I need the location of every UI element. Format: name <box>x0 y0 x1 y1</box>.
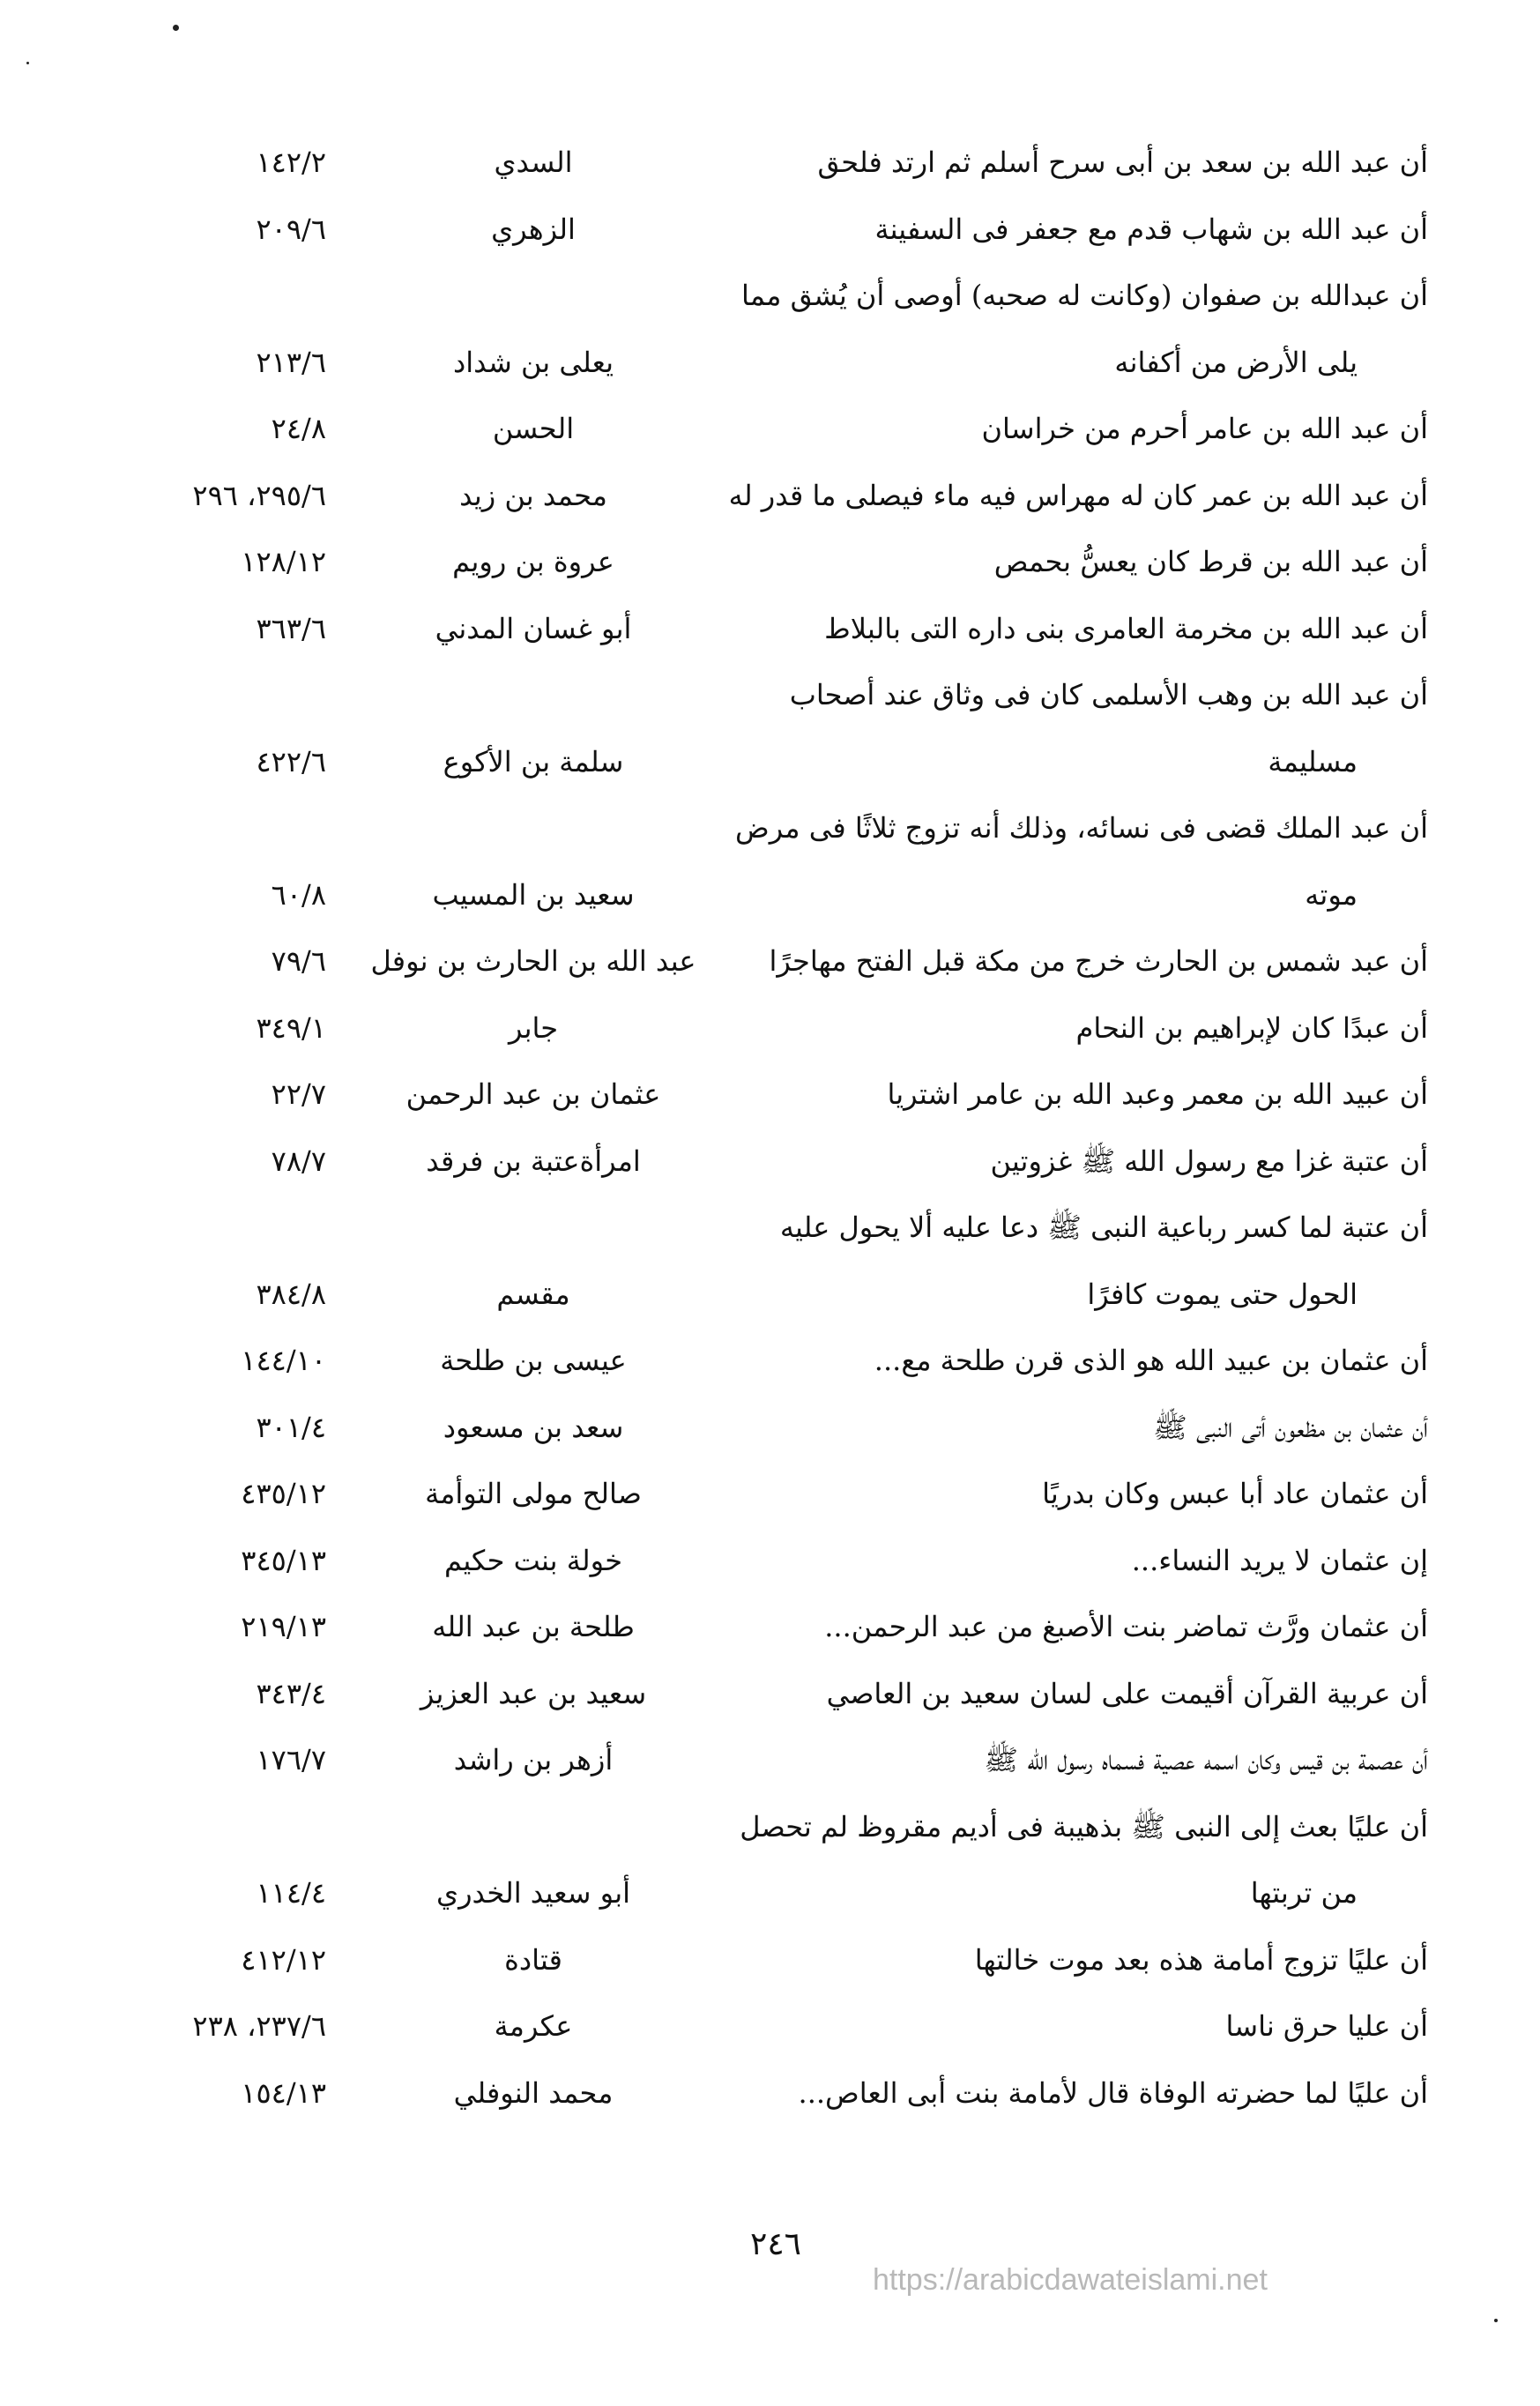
narrator-name: سعيد بن المسيب <box>432 878 635 912</box>
index-row <box>106 1142 1428 1181</box>
narrator-name: الزهري <box>491 212 576 246</box>
volume-page-ref: ٤٣٥/١٢ <box>241 1477 326 1510</box>
volume-page-ref: ١٢٨/١٢ <box>241 545 326 578</box>
narrator-name: خولة بنت حكيم <box>444 1544 622 1577</box>
index-row <box>106 742 1428 781</box>
hadith-incipit: أن عبيد الله بن معمر وعبد الله بن عامر اشتريا <box>887 1077 1428 1111</box>
hadith-incipit: أن عثمان بن مظعون أتى النبى ﷺ <box>1153 1411 1428 1444</box>
narrator-name: عثمان بن عبد الرحمن <box>405 1077 661 1111</box>
index-row <box>106 1408 1428 1447</box>
volume-page-ref: ٧٨/٧ <box>271 1144 326 1178</box>
volume-page-ref: ٢٢/٧ <box>271 1077 326 1111</box>
index-row <box>106 409 1428 448</box>
narrator-name: أزهر بن راشد <box>453 1743 614 1777</box>
volume-page-ref: ٢١٣/٦ <box>256 346 326 379</box>
hadith-incipit: من تربتها <box>1250 1876 1358 1910</box>
index-row <box>106 1740 1428 1779</box>
volume-page-ref: ٤٢٢/٦ <box>256 745 326 778</box>
index-row <box>106 2074 1428 2112</box>
volume-page-ref: ٣٤٥/١٣ <box>241 1544 326 1577</box>
volume-page-ref: ٣٦٣/٦ <box>256 612 326 645</box>
narrator-name: جابر <box>508 1011 559 1045</box>
hadith-incipit: يلى الأرض من أكفانه <box>1114 346 1358 379</box>
index-row <box>106 143 1428 182</box>
narrator-name: سلمة بن الأكوع <box>443 745 624 778</box>
narrator-name: عروة بن رويم <box>452 545 614 578</box>
narrator-name: محمد النوفلي <box>453 2076 614 2110</box>
volume-page-ref: ٦٠/٨ <box>271 878 326 912</box>
hadith-incipit: أن عتبة غزا مع رسول الله ﷺ غزوتين <box>990 1144 1428 1178</box>
narrator-name: سعيد بن عبد العزيز <box>420 1677 647 1710</box>
hadith-incipit: أن عبد الله بن شهاب قدم مع جعفر فى السفينة <box>874 212 1428 246</box>
volume-page-ref: ٣٤٩/١ <box>256 1011 326 1045</box>
volume-page-ref: ٣٠١/٤ <box>256 1411 326 1444</box>
hadith-incipit: أن عليا حرق ناسا <box>1225 2009 1428 2043</box>
hadith-incipit: أن عبد الله بن وهب الأسلمى كان فى وثاق عند أصحاب <box>789 678 1428 711</box>
narrator-name: صالح مولى التوأمة <box>425 1477 642 1510</box>
index-row <box>106 1341 1428 1380</box>
hadith-incipit: أن عثمان عاد أبا عبس وكان بدريًا <box>1042 1477 1428 1510</box>
index-row <box>106 609 1428 648</box>
hadith-incipit: أن عليًا لما حضرته الوفاة قال لأمامة بنت أبى العاص... <box>798 2076 1428 2110</box>
hadith-incipit: إن عثمان لا يريد النساء... <box>1131 1544 1428 1577</box>
volume-page-ref: ١١٤/٤ <box>256 1876 326 1910</box>
volume-page-ref: ١٧٦/٧ <box>256 1743 326 1777</box>
scan-speck <box>26 62 29 64</box>
volume-page-ref: ١٤٢/٢ <box>256 145 326 179</box>
narrator-name: السدي <box>494 145 573 179</box>
hadith-incipit: أن عبد الله بن عمر كان له مهراس فيه ماء فيصلى ما قدر له <box>728 479 1428 512</box>
volume-page-ref: ٢٤/٨ <box>271 412 326 445</box>
index-row <box>106 1940 1428 1979</box>
hadith-incipit: أن عربية القرآن أقيمت على لسان سعيد بن العاصي <box>826 1677 1428 1710</box>
narrator-name: سعد بن مسعود <box>443 1411 624 1444</box>
index-row <box>106 1807 1428 1846</box>
index-row <box>106 808 1428 847</box>
index-row <box>106 1009 1428 1047</box>
hadith-incipit: أن عثمان ورَّث تماضر بنت الأصبغ من عبد الرحمن... <box>824 1610 1428 1643</box>
volume-page-ref: ٣٤٣/٤ <box>256 1677 326 1710</box>
hadith-incipit: أن عبد شمس بن الحارث خرج من مكة قبل الفتح مهاجرًا <box>769 944 1428 978</box>
index-row <box>106 1541 1428 1580</box>
index-row <box>106 1607 1428 1646</box>
index-row <box>106 542 1428 581</box>
hadith-incipit: أن عبد الله بن عامر أحرم من خراسان <box>981 412 1428 445</box>
narrator-name: طلحة بن عبد الله <box>432 1610 635 1643</box>
narrator-name: قتادة <box>504 1943 562 1977</box>
index-row <box>106 942 1428 980</box>
hadith-incipit: موته <box>1305 878 1358 912</box>
hadith-incipit: مسليمة <box>1268 745 1358 778</box>
index-row <box>106 343 1428 382</box>
hadith-incipit: أن عبدالله بن صفوان (وكانت له صحبه) أوصى أن يُشق مما <box>741 279 1428 312</box>
page-number: ٢٤٦ <box>749 2226 801 2262</box>
hadith-incipit: أن عبد الله بن سعد بن أبى سرح أسلم ثم ارتد فلحق <box>817 145 1428 179</box>
scan-speck <box>1494 2319 1498 2322</box>
volume-page-ref: ٢٩٥/٦، ٢٩٦ <box>192 479 326 512</box>
narrator-name: الحسن <box>492 412 575 445</box>
index-row <box>106 476 1428 515</box>
volume-page-ref: ١٤٤/١٠ <box>241 1344 326 1377</box>
scan-speck <box>173 25 179 31</box>
narrator-name: أبو غسان المدني <box>435 612 632 645</box>
volume-page-ref: ٣٨٤/٨ <box>256 1277 326 1311</box>
volume-page-ref: ٧٩/٦ <box>271 944 326 978</box>
hadith-incipit: أن عثمان بن عبيد الله هو الذى قرن طلحة مع... <box>874 1344 1428 1377</box>
narrator-name: امرأةعتبة بن فرقد <box>426 1144 641 1178</box>
index-row <box>106 276 1428 315</box>
narrator-name: عيسى بن طلحة <box>440 1344 627 1377</box>
hadith-incipit: أن عبد الله بن مخرمة العامرى بنى داره التى بالبلاط <box>824 612 1428 645</box>
hadith-incipit: أن عليًا بعث إلى النبى ﷺ بذهيبة فى أديم مقروظ لم تحصل <box>740 1810 1428 1844</box>
index-row <box>106 1873 1428 1912</box>
volume-page-ref: ١٥٤/١٣ <box>241 2076 326 2110</box>
index-row <box>106 1208 1428 1247</box>
narrator-name: مقسم <box>496 1277 570 1311</box>
index-row <box>106 1474 1428 1513</box>
hadith-incipit: الحول حتى يموت كافرًا <box>1087 1277 1358 1311</box>
watermark-url: https://arabicdawateislami.net <box>873 2263 1268 2297</box>
hadith-incipit: أن عبد الله بن قرط كان يعسُّ بحمص <box>993 545 1428 578</box>
volume-page-ref: ٤١٢/١٢ <box>241 1943 326 1977</box>
narrator-name: عكرمة <box>494 2009 573 2043</box>
index-row <box>106 1075 1428 1114</box>
hadith-incipit: أن عليًا تزوج أمامة هذه بعد موت خالتها <box>974 1943 1428 1977</box>
index-row <box>106 2007 1428 2045</box>
volume-page-ref: ٢٣٧/٦، ٢٣٨ <box>192 2009 326 2043</box>
hadith-incipit: أن عبد الملك قضى فى نسائه، وذلك أنه تزوج ثلاثًا فى مرض <box>735 811 1428 845</box>
hadith-incipit: أن عتبة لما كسر رباعية النبى ﷺ دعا عليه ألا يحول عليه <box>779 1210 1428 1244</box>
narrator-name: يعلى بن شداد <box>453 346 614 379</box>
index-row <box>106 1275 1428 1314</box>
index-row <box>106 210 1428 249</box>
hadith-incipit: أن عصمة بن قيس وكان اسمه عصية فسماه رسول الله ﷺ <box>984 1743 1428 1777</box>
volume-page-ref: ٢١٩/١٣ <box>241 1610 326 1643</box>
hadith-incipit: أن عبدًا كان لإبراهيم بن النحام <box>1075 1011 1428 1045</box>
index-row <box>106 1674 1428 1713</box>
volume-page-ref: ٢٠٩/٦ <box>256 212 326 246</box>
index-row <box>106 875 1428 914</box>
narrator-name: عبد الله بن الحارث بن نوفل <box>370 944 696 978</box>
index-row <box>106 675 1428 714</box>
narrator-name: أبو سعيد الخدري <box>436 1876 630 1910</box>
narrator-name: محمد بن زيد <box>459 479 607 512</box>
